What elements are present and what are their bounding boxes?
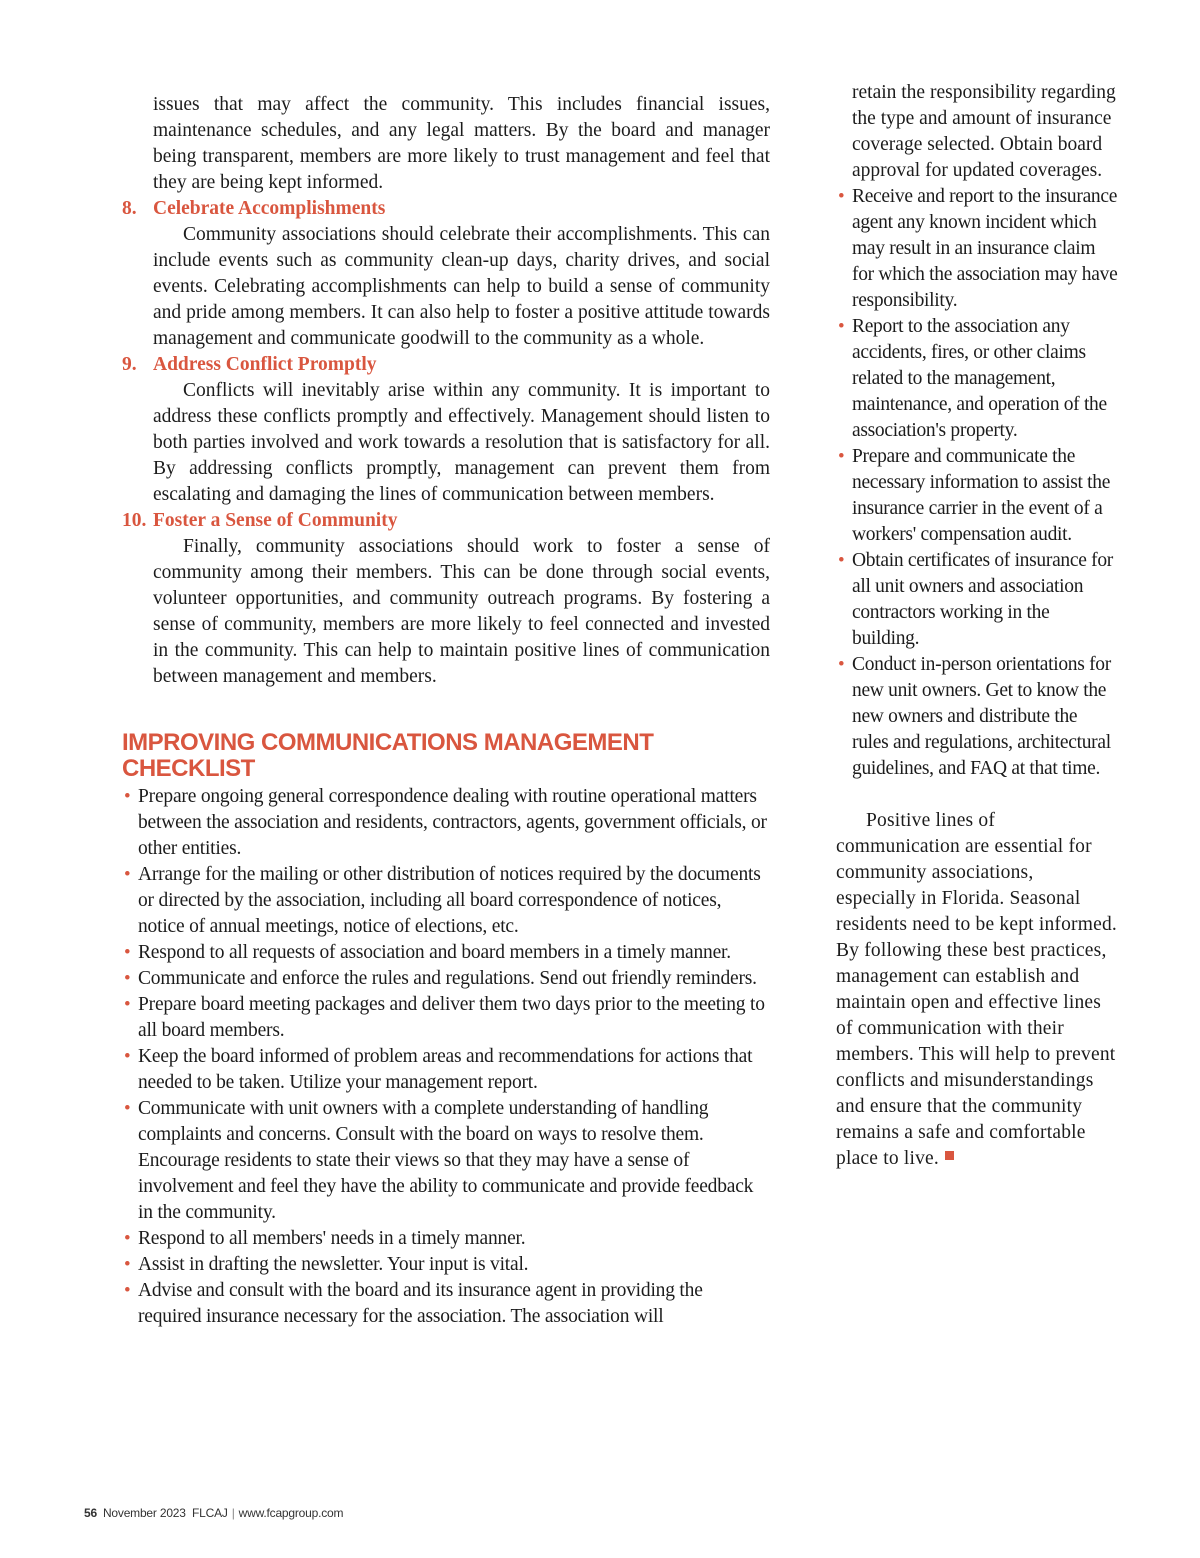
closing-paragraph [836,808,1118,1172]
checklist-item-text: Prepare and communicate the necessary information to assist the insurance carrier in the event of a workers' compensation audit. [852,446,1111,545]
intro-paragraph: issues that may affect the community. This includes financial issues, maintenance schedules, and any legal matters. By the board and manager being transparent, members are more likely to trust management and feel that they are being kept informed. [153,94,770,193]
bullet-icon: • [124,994,131,1015]
footer-separator: | [231,1506,235,1520]
checklist-item [120,1044,770,1096]
issue-date: November 2023 [102,1506,186,1520]
item-number: 10. [122,510,147,531]
list-item [120,352,770,508]
item-heading [122,352,770,378]
item-title: Celebrate Accomplishments [153,198,386,219]
end-mark-icon [945,1151,954,1160]
checklist-item-text: Arrange for the mailing or other distribution of notices required by the documents or directed by the association, including all board correspondence of notices, notice of annual meetings, notice of elections, etc. [138,864,761,937]
bullet-icon: • [838,316,845,337]
item-body: Finally, community associations should work to foster a sense of community among their members. This can be done through social events, volunteer opportunities, and community outreach programs. By fostering a sense of community, members are more likely to feel connected and invested in the community. This can help to maintain positive lines of communication between management and members. [153,536,770,687]
checklist-item-text: Communicate and enforce the rules and regulations. Send out friendly reminders. [138,968,757,989]
bullet-icon: • [124,1046,131,1067]
checklist-item-text: Communicate with unit owners with a complete understanding of handling complaints and concerns. Consult with the board on ways to resolve them. Encourage residents to state their views so that they may have a sense of involvement and feel they have the ability to communicate and provide feedback in the community. [138,1098,754,1223]
left-column [120,92,770,1330]
bullet-icon: • [838,186,845,207]
closing-text: Positive lines of communication are essential for community associations, especially in Florida. Seasonal residents need to be kept informed. By following these best practices, management can establish and maintain open and effective lines of communication with their members. This will help to prevent conflicts and misunderstandings and ensure that the community remains a safe and comfortable place to live. [836,810,1117,1169]
bullet-icon: • [124,864,131,885]
bullet-icon: • [838,654,845,675]
checklist-item [120,940,770,966]
item-title: Address Conflict Promptly [153,354,377,375]
item-number: 8. [122,198,137,219]
checklist-item [120,1096,770,1226]
page-footer [84,1506,343,1520]
checklist-item-text: Report to the association any accidents, fires, or other claims related to the management, maintenance, and operation of the association's property. [852,316,1107,441]
checklist-title: IMPROVING COMMUNICATIONS MANAGEMENT CHECKLIST [122,729,654,782]
checklist-item [120,1278,770,1330]
checklist-item [836,548,1118,652]
continued-text: retain the responsibility regarding the type and amount of insurance coverage selected. Obtain board approval for updated coverages. [852,82,1116,181]
page-number: 56 [84,1506,97,1520]
checklist-item-text: Prepare board meeting packages and deliver them two days prior to the meeting to all board members. [138,994,765,1041]
checklist-item [836,444,1118,548]
bullet-icon: • [124,1228,131,1249]
checklist-item-text: Advise and consult with the board and its insurance agent in providing the required insurance necessary for the association. The association will [138,1280,703,1327]
checklist-item [836,184,1118,314]
checklist-item-text: Assist in drafting the newsletter. Your input is vital. [138,1254,529,1275]
right-column [836,80,1118,1172]
checklist-item-text: Keep the board informed of problem areas and recommendations for actions that needed to be taken. Utilize your management report. [138,1046,753,1093]
list-item [120,508,770,690]
checklist-item-text: Receive and report to the insurance agent any known incident which may result in an insurance claim for which the association may have responsibility. [852,186,1118,311]
item-heading [122,196,770,222]
checklist-item-text: Respond to all requests of association and board members in a timely manner. [138,942,731,963]
bullet-icon: • [124,968,131,989]
bullet-icon: • [124,1254,131,1275]
checklist-item [120,862,770,940]
bullet-icon: • [124,1280,131,1301]
bullet-icon: • [124,942,131,963]
item-title: Foster a Sense of Community [153,510,398,531]
item-body: Community associations should celebrate their accomplishments. This can include events such as community clean-up days, charity drives, and social events. Celebrating accomplishments can help to build a sense of community and pride among members. It can also help to foster a positive attitude towards management and communicate goodwill to the community as a whole. [153,224,770,349]
bullet-icon: • [838,446,845,467]
checklist-item [120,784,770,862]
bullet-icon: • [124,1098,131,1119]
checklist-item-text: Conduct in-person orientations for new unit owners. Get to know the new owners and distribute the rules and regulations, architectural guidelines, and FAQ at that time. [852,654,1111,779]
checklist-item-text: Obtain certificates of insurance for all unit owners and association contractors working in the building. [852,550,1113,649]
checklist-item-text: Prepare ongoing general correspondence dealing with routine operational matters between the association and residents, contractors, agents, government officials, or other entities. [138,786,767,859]
bullet-icon: • [838,550,845,571]
item-body: Conflicts will inevitably arise within any community. It is important to address these conflicts promptly and effectively. Management should listen to both parties involved and work towards a resolution that is satisfactory for all. By addressing conflicts promptly, management can prevent them from escalating and damaging the lines of communication between members. [153,380,770,505]
item-number: 9. [122,354,137,375]
website-link[interactable]: www.fcapgroup.com [238,1506,344,1520]
checklist-item [836,314,1118,444]
checklist-item [120,1226,770,1252]
checklist-item [120,1252,770,1278]
publication-name: FLCAJ [192,1506,228,1520]
checklist-item [120,966,770,992]
checklist-item-text: Respond to all members' needs in a timely manner. [138,1228,526,1249]
item-heading [122,508,770,534]
checklist [120,784,770,1330]
bullet-icon: • [124,786,131,807]
checklist-item [120,992,770,1044]
checklist-continued [836,184,1118,782]
list-item [120,196,770,352]
checklist-item [836,652,1118,782]
